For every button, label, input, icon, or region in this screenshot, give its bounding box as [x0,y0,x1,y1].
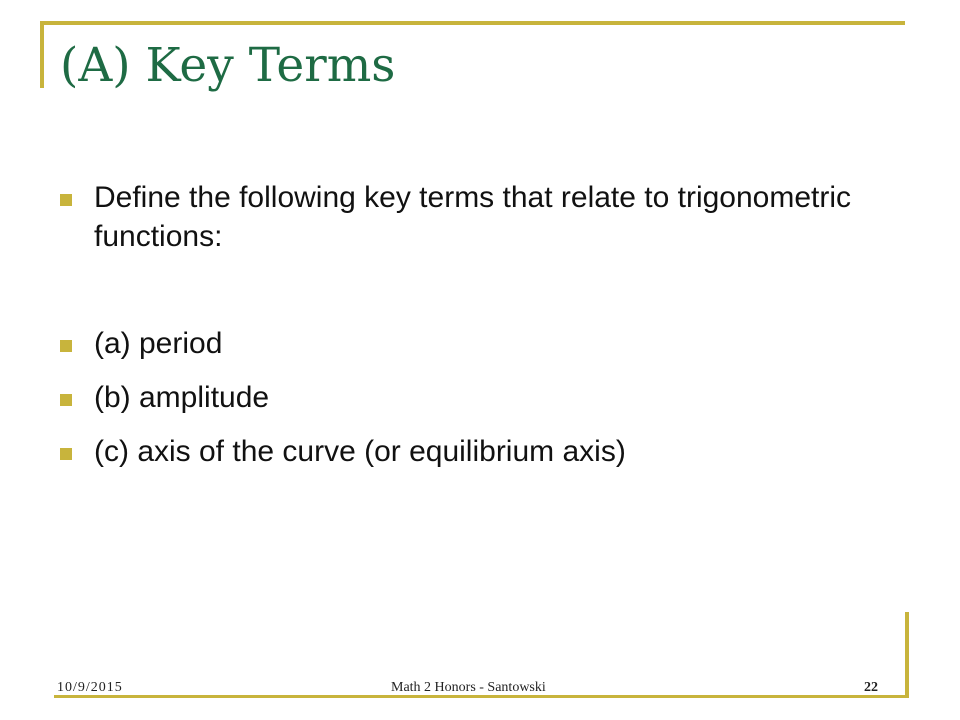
bullet-item-period [60,324,880,363]
bullet-text: (a) period [94,327,223,360]
square-bullet-icon [60,340,72,352]
square-bullet-icon [60,394,72,406]
footer-course-author: Math 2 Honors - Santowski [391,680,546,695]
frame-left-line [40,21,44,88]
frame-top-line [40,21,905,25]
bullet-item-amplitude [60,378,880,417]
footer-page-number: 22 [864,680,878,695]
bullet-text: (b) amplitude [94,381,270,414]
frame-right-line [905,612,909,698]
slide-title: (A) Key Terms [60,38,396,93]
square-bullet-icon [60,448,72,460]
bullet-text: Define the following key terms that relate to trigonometric functions: [94,181,852,253]
bullet-text: (c) axis of the curve (or equilibrium axis) [94,435,626,468]
square-bullet-icon [60,194,72,206]
footer-date: 10/9/2015 [57,680,123,695]
bullet-item-axis-of-curve [60,432,880,471]
bullet-item-definition-prompt [60,178,880,256]
bullet-list [60,178,880,471]
